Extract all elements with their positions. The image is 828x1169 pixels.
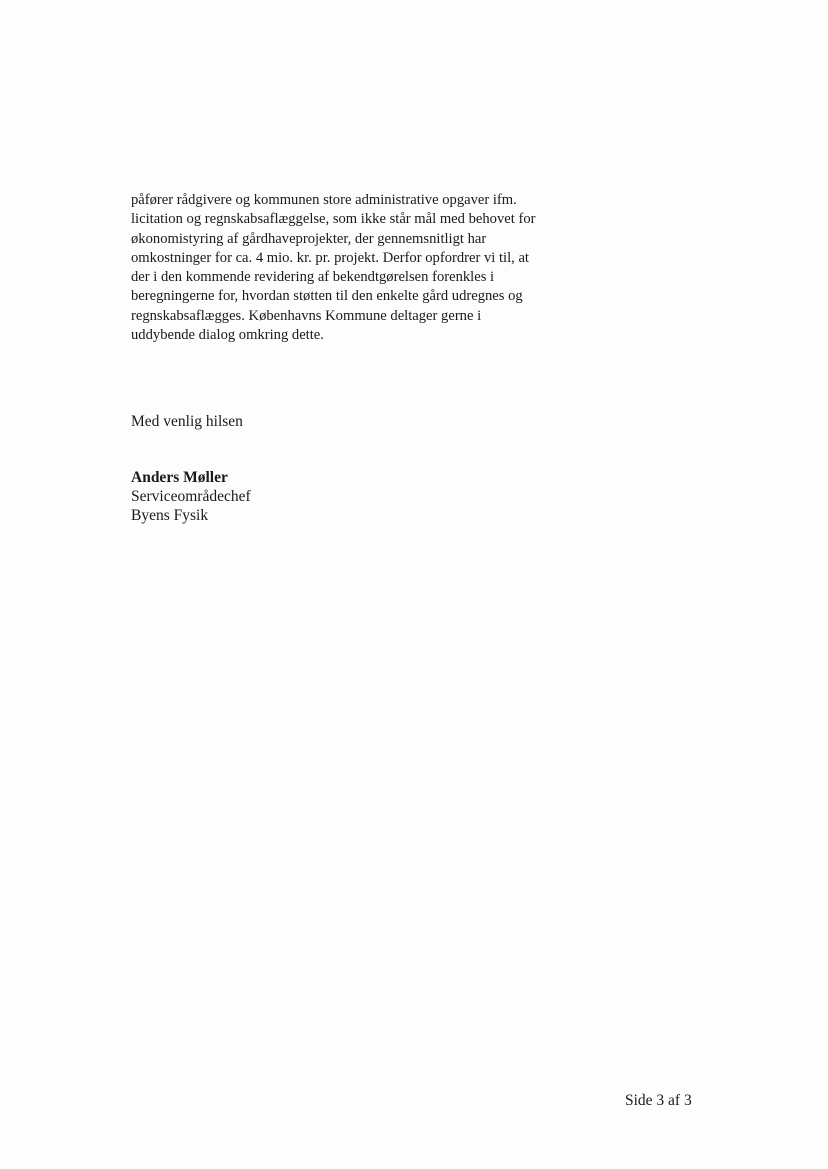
- signatory-name: Anders Møller: [131, 469, 228, 486]
- body-paragraph: [131, 191, 601, 345]
- signatory-department: Byens Fysik: [131, 507, 209, 524]
- signature-block: [131, 468, 251, 525]
- body-line: der i den kommende revidering af bekendtgørelsen forenkles i: [131, 269, 495, 286]
- body-line: økonomistyring af gårdhaveprojekter, der gennemsnitligt har: [131, 230, 487, 247]
- body-line: licitation og regnskabsaflæggelse, som ikke står mål med behovet for: [131, 211, 536, 228]
- page-number: Side 3 af 3: [625, 1092, 692, 1109]
- body-line: uddybende dialog omkring dette.: [131, 327, 324, 344]
- signatory-title: Serviceområdechef: [131, 488, 251, 505]
- body-line: påfører rådgivere og kommunen store administrative opgaver ifm.: [131, 192, 517, 208]
- body-line: beregningerne for, hvordan støtten til den enkelte gård udregnes og: [131, 288, 523, 305]
- body-line: omkostninger for ca. 4 mio. kr. pr. projekt. Derfor opfordrer vi til, at: [131, 249, 529, 266]
- body-line: regnskabsaflægges. Københavns Kommune deltager gerne i: [131, 307, 482, 324]
- closing-salutation: Med venlig hilsen: [131, 413, 243, 430]
